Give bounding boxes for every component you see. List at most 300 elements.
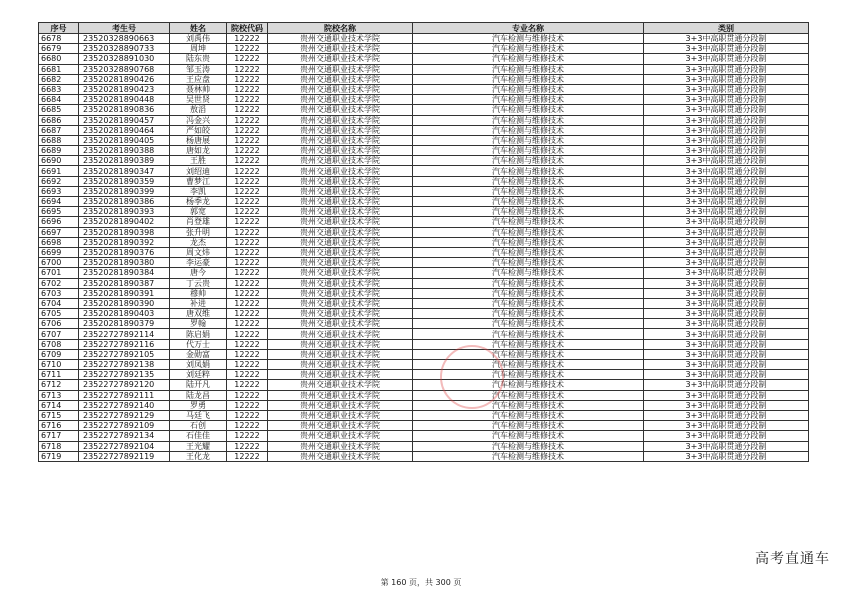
cell-seq: 6685 [39, 105, 79, 115]
cell-category: 3+3中高职贯通分段制 [644, 390, 809, 400]
cell-school-code: 12222 [227, 258, 268, 268]
cell-category: 3+3中高职贯通分段制 [644, 431, 809, 441]
cell-major: 汽车检测与维修技术 [413, 339, 644, 349]
cell-category: 3+3中高职贯通分段制 [644, 125, 809, 135]
cell-school-name: 贵州交通职业技术学院 [268, 451, 413, 461]
cell-school-name: 贵州交通职业技术学院 [268, 349, 413, 359]
cell-school-name: 贵州交通职业技术学院 [268, 268, 413, 278]
cell-name: 金勋富 [170, 349, 227, 359]
table-header [39, 23, 809, 34]
cell-exam-id: 23520281890398 [79, 227, 170, 237]
table-row [39, 298, 809, 308]
cell-name: 肖登雄 [170, 217, 227, 227]
cell-name: 陈启娟 [170, 329, 227, 339]
cell-category: 3+3中高职贯通分段制 [644, 329, 809, 339]
header-school-name: 院校名称 [268, 23, 413, 34]
cell-school-code: 12222 [227, 217, 268, 227]
cell-school-name: 贵州交通职业技术学院 [268, 421, 413, 431]
cell-name: 石创 [170, 421, 227, 431]
cell-major: 汽车检测与维修技术 [413, 258, 644, 268]
cell-category: 3+3中高职贯通分段制 [644, 34, 809, 44]
cell-seq: 6691 [39, 166, 79, 176]
seal-stamp [440, 345, 504, 409]
cell-school-code: 12222 [227, 84, 268, 94]
cell-school-name: 贵州交通职业技术学院 [268, 115, 413, 125]
cell-name: 补进 [170, 298, 227, 308]
header-row [39, 23, 809, 34]
cell-name: 周文炜 [170, 247, 227, 257]
cell-school-code: 12222 [227, 339, 268, 349]
cell-major: 汽车检测与维修技术 [413, 74, 644, 84]
cell-major: 汽车检测与维修技术 [413, 207, 644, 217]
cell-seq: 6713 [39, 390, 79, 400]
cell-major: 汽车检测与维修技术 [413, 227, 644, 237]
cell-major: 汽车检测与维修技术 [413, 288, 644, 298]
cell-school-code: 12222 [227, 278, 268, 288]
table-row [39, 339, 809, 349]
cell-category: 3+3中高职贯通分段制 [644, 370, 809, 380]
cell-school-name: 贵州交通职业技术学院 [268, 441, 413, 451]
table-row [39, 197, 809, 207]
cell-school-name: 贵州交通职业技术学院 [268, 64, 413, 74]
cell-category: 3+3中高职贯通分段制 [644, 339, 809, 349]
cell-category: 3+3中高职贯通分段制 [644, 74, 809, 84]
cell-exam-id: 23520281890393 [79, 207, 170, 217]
cell-school-code: 12222 [227, 34, 268, 44]
cell-school-code: 12222 [227, 268, 268, 278]
table-row [39, 217, 809, 227]
cell-category: 3+3中高职贯通分段制 [644, 360, 809, 370]
cell-category: 3+3中高职贯通分段制 [644, 410, 809, 420]
cell-school-code: 12222 [227, 95, 268, 105]
cell-major: 汽车检测与维修技术 [413, 400, 644, 410]
cell-name: 唐双维 [170, 309, 227, 319]
cell-major: 汽车检测与维修技术 [413, 370, 644, 380]
cell-name: 刘禹伟 [170, 34, 227, 44]
cell-seq: 6716 [39, 421, 79, 431]
cell-major: 汽车检测与维修技术 [413, 451, 644, 461]
table-row [39, 34, 809, 44]
cell-school-code: 12222 [227, 125, 268, 135]
cell-school-name: 贵州交通职业技术学院 [268, 319, 413, 329]
cell-school-name: 贵州交通职业技术学院 [268, 288, 413, 298]
table-row [39, 74, 809, 84]
cell-seq: 6697 [39, 227, 79, 237]
cell-exam-id: 23522727892104 [79, 441, 170, 451]
cell-category: 3+3中高职贯通分段制 [644, 298, 809, 308]
cell-seq: 6706 [39, 319, 79, 329]
cell-category: 3+3中高职贯通分段制 [644, 237, 809, 247]
cell-major: 汽车检测与维修技术 [413, 186, 644, 196]
cell-school-code: 12222 [227, 298, 268, 308]
header-seq: 序号 [39, 23, 79, 34]
cell-school-code: 12222 [227, 74, 268, 84]
cell-exam-id: 23522727892119 [79, 451, 170, 461]
cell-name: 马廷飞 [170, 410, 227, 420]
cell-school-code: 12222 [227, 197, 268, 207]
cell-category: 3+3中高职贯通分段制 [644, 84, 809, 94]
cell-seq: 6695 [39, 207, 79, 217]
table-row [39, 186, 809, 196]
cell-exam-id: 23520281890386 [79, 197, 170, 207]
cell-exam-id: 23520281890376 [79, 247, 170, 257]
cell-school-name: 贵州交通职业技术学院 [268, 166, 413, 176]
cell-school-name: 贵州交通职业技术学院 [268, 135, 413, 145]
cell-exam-id: 23520281890387 [79, 278, 170, 288]
cell-category: 3+3中高职贯通分段制 [644, 349, 809, 359]
table-row [39, 176, 809, 186]
cell-school-name: 贵州交通职业技术学院 [268, 237, 413, 247]
header-exam-id: 考生号 [79, 23, 170, 34]
cell-seq: 6715 [39, 410, 79, 420]
cell-school-name: 贵州交通职业技术学院 [268, 390, 413, 400]
header-name: 姓名 [170, 23, 227, 34]
cell-school-name: 贵州交通职业技术学院 [268, 360, 413, 370]
table-row [39, 268, 809, 278]
cell-seq: 6699 [39, 247, 79, 257]
cell-category: 3+3中高职贯通分段制 [644, 319, 809, 329]
cell-school-name: 贵州交通职业技术学院 [268, 258, 413, 268]
table-row [39, 410, 809, 420]
cell-exam-id: 23520281890380 [79, 258, 170, 268]
cell-category: 3+3中高职贯通分段制 [644, 217, 809, 227]
cell-major: 汽车检测与维修技术 [413, 309, 644, 319]
cell-exam-id: 23522727892120 [79, 380, 170, 390]
cell-major: 汽车检测与维修技术 [413, 441, 644, 451]
table-row [39, 309, 809, 319]
cell-school-code: 12222 [227, 390, 268, 400]
table-row [39, 278, 809, 288]
table-row [39, 95, 809, 105]
cell-school-name: 贵州交通职业技术学院 [268, 400, 413, 410]
cell-exam-id: 23522727892138 [79, 360, 170, 370]
cell-category: 3+3中高职贯通分段制 [644, 44, 809, 54]
cell-school-code: 12222 [227, 400, 268, 410]
cell-seq: 6684 [39, 95, 79, 105]
table-row [39, 146, 809, 156]
cell-category: 3+3中高职贯通分段制 [644, 227, 809, 237]
cell-major: 汽车检测与维修技术 [413, 237, 644, 247]
cell-seq: 6711 [39, 370, 79, 380]
cell-school-code: 12222 [227, 349, 268, 359]
cell-school-name: 贵州交通职业技术学院 [268, 298, 413, 308]
cell-school-name: 贵州交通职业技术学院 [268, 156, 413, 166]
cell-school-code: 12222 [227, 64, 268, 74]
cell-category: 3+3中高职贯通分段制 [644, 64, 809, 74]
cell-school-code: 12222 [227, 44, 268, 54]
table-row [39, 451, 809, 461]
cell-seq: 6708 [39, 339, 79, 349]
cell-exam-id: 23522727892114 [79, 329, 170, 339]
cell-major: 汽车检测与维修技术 [413, 125, 644, 135]
cell-name: 杨唐展 [170, 135, 227, 145]
cell-school-name: 贵州交通职业技术学院 [268, 207, 413, 217]
cell-school-code: 12222 [227, 370, 268, 380]
table-row [39, 319, 809, 329]
cell-seq: 6705 [39, 309, 79, 319]
cell-category: 3+3中高职贯通分段制 [644, 105, 809, 115]
cell-school-code: 12222 [227, 115, 268, 125]
cell-exam-id: 23522727892129 [79, 410, 170, 420]
cell-major: 汽车检测与维修技术 [413, 54, 644, 64]
cell-exam-id: 23522727892135 [79, 370, 170, 380]
cell-name: 聂林帅 [170, 84, 227, 94]
cell-name: 罗翰 [170, 319, 227, 329]
cell-category: 3+3中高职贯通分段制 [644, 115, 809, 125]
cell-school-name: 贵州交通职业技术学院 [268, 278, 413, 288]
table-row [39, 54, 809, 64]
cell-seq: 6682 [39, 74, 79, 84]
cell-name: 唐今 [170, 268, 227, 278]
cell-name: 陆开凡 [170, 380, 227, 390]
cell-seq: 6683 [39, 84, 79, 94]
cell-major: 汽车检测与维修技术 [413, 95, 644, 105]
cell-category: 3+3中高职贯通分段制 [644, 247, 809, 257]
cell-major: 汽车检测与维修技术 [413, 431, 644, 441]
table-row [39, 105, 809, 115]
page-footer: 第 160 页，共 300 页 [380, 578, 462, 587]
cell-seq: 6707 [39, 329, 79, 339]
cell-exam-id: 23520281890392 [79, 237, 170, 247]
cell-seq: 6709 [39, 349, 79, 359]
cell-seq: 6679 [39, 44, 79, 54]
cell-exam-id: 23520281890836 [79, 105, 170, 115]
cell-exam-id: 23520281890403 [79, 309, 170, 319]
cell-major: 汽车检测与维修技术 [413, 390, 644, 400]
cell-school-name: 贵州交通职业技术学院 [268, 44, 413, 54]
cell-name: 代万士 [170, 339, 227, 349]
cell-exam-id: 23522727892105 [79, 349, 170, 359]
cell-exam-id: 23520328890663 [79, 34, 170, 44]
cell-exam-id: 23520328891030 [79, 54, 170, 64]
cell-category: 3+3中高职贯通分段制 [644, 421, 809, 431]
cell-exam-id: 23522727892140 [79, 400, 170, 410]
table-row [39, 135, 809, 145]
cell-seq: 6704 [39, 298, 79, 308]
cell-seq: 6689 [39, 146, 79, 156]
cell-seq: 6688 [39, 135, 79, 145]
cell-school-code: 12222 [227, 360, 268, 370]
header-category: 类别 [644, 23, 809, 34]
cell-name: 王应盘 [170, 74, 227, 84]
cell-major: 汽车检测与维修技术 [413, 247, 644, 257]
table-row [39, 441, 809, 451]
cell-school-code: 12222 [227, 380, 268, 390]
table-row [39, 349, 809, 359]
cell-school-code: 12222 [227, 227, 268, 237]
cell-school-name: 贵州交通职业技术学院 [268, 380, 413, 390]
cell-major: 汽车检测与维修技术 [413, 105, 644, 115]
cell-name: 刘凤娟 [170, 360, 227, 370]
cell-school-code: 12222 [227, 105, 268, 115]
cell-school-name: 贵州交通职业技术学院 [268, 370, 413, 380]
cell-category: 3+3中高职贯通分段制 [644, 207, 809, 217]
cell-seq: 6687 [39, 125, 79, 135]
cell-school-name: 贵州交通职业技术学院 [268, 431, 413, 441]
cell-category: 3+3中高职贯通分段制 [644, 95, 809, 105]
cell-category: 3+3中高职贯通分段制 [644, 156, 809, 166]
cell-name: 张升明 [170, 227, 227, 237]
cell-exam-id: 23520281890390 [79, 298, 170, 308]
cell-exam-id: 23520281890405 [79, 135, 170, 145]
admission-table [38, 22, 809, 462]
cell-name: 刘绍迪 [170, 166, 227, 176]
cell-exam-id: 23520281890379 [79, 319, 170, 329]
cell-major: 汽车检测与维修技术 [413, 34, 644, 44]
cell-name: 李运豪 [170, 258, 227, 268]
cell-name: 唐如龙 [170, 146, 227, 156]
cell-major: 汽车检测与维修技术 [413, 146, 644, 156]
cell-name: 严如皎 [170, 125, 227, 135]
cell-exam-id: 23520328890768 [79, 64, 170, 74]
cell-exam-id: 23520281890399 [79, 186, 170, 196]
cell-school-code: 12222 [227, 329, 268, 339]
cell-major: 汽车检测与维修技术 [413, 380, 644, 390]
cell-school-name: 贵州交通职业技术学院 [268, 217, 413, 227]
cell-seq: 6696 [39, 217, 79, 227]
cell-seq: 6701 [39, 268, 79, 278]
cell-school-name: 贵州交通职业技术学院 [268, 197, 413, 207]
table-row [39, 166, 809, 176]
cell-major: 汽车检测与维修技术 [413, 166, 644, 176]
cell-seq: 6719 [39, 451, 79, 461]
cell-name: 丁云贵 [170, 278, 227, 288]
cell-seq: 6690 [39, 156, 79, 166]
cell-category: 3+3中高职贯通分段制 [644, 258, 809, 268]
cell-category: 3+3中高职贯通分段制 [644, 146, 809, 156]
cell-name: 敖滔 [170, 105, 227, 115]
cell-name: 刘廷粹 [170, 370, 227, 380]
table-row [39, 258, 809, 268]
cell-name: 曹梦江 [170, 176, 227, 186]
cell-major: 汽车检测与维修技术 [413, 319, 644, 329]
table-row [39, 156, 809, 166]
cell-school-name: 贵州交通职业技术学院 [268, 227, 413, 237]
cell-name: 邹玉涛 [170, 64, 227, 74]
cell-name: 郭宽 [170, 207, 227, 217]
cell-seq: 6700 [39, 258, 79, 268]
cell-exam-id: 23522727892116 [79, 339, 170, 349]
table-row [39, 207, 809, 217]
cell-seq: 6693 [39, 186, 79, 196]
cell-name: 王光耀 [170, 441, 227, 451]
cell-school-code: 12222 [227, 237, 268, 247]
cell-school-code: 12222 [227, 156, 268, 166]
table-body [39, 34, 809, 462]
cell-category: 3+3中高职贯通分段制 [644, 288, 809, 298]
cell-major: 汽车检测与维修技术 [413, 268, 644, 278]
cell-school-code: 12222 [227, 309, 268, 319]
cell-exam-id: 23520281890448 [79, 95, 170, 105]
cell-school-name: 贵州交通职业技术学院 [268, 34, 413, 44]
cell-major: 汽车检测与维修技术 [413, 410, 644, 420]
cell-school-code: 12222 [227, 451, 268, 461]
cell-school-name: 贵州交通职业技术学院 [268, 247, 413, 257]
cell-category: 3+3中高职贯通分段制 [644, 451, 809, 461]
cell-major: 汽车检测与维修技术 [413, 349, 644, 359]
cell-seq: 6692 [39, 176, 79, 186]
cell-school-code: 12222 [227, 410, 268, 420]
cell-major: 汽车检测与维修技术 [413, 156, 644, 166]
cell-exam-id: 23520281890359 [79, 176, 170, 186]
cell-school-name: 贵州交通职业技术学院 [268, 309, 413, 319]
cell-major: 汽车检测与维修技术 [413, 360, 644, 370]
cell-major: 汽车检测与维修技术 [413, 64, 644, 74]
cell-category: 3+3中高职贯通分段制 [644, 186, 809, 196]
cell-exam-id: 23520328890733 [79, 44, 170, 54]
cell-school-code: 12222 [227, 421, 268, 431]
cell-major: 汽车检测与维修技术 [413, 115, 644, 125]
cell-school-code: 12222 [227, 207, 268, 217]
table-row [39, 360, 809, 370]
table-row [39, 237, 809, 247]
cell-seq: 6703 [39, 288, 79, 298]
cell-seq: 6680 [39, 54, 79, 64]
cell-exam-id: 23520281890388 [79, 146, 170, 156]
cell-category: 3+3中高职贯通分段制 [644, 166, 809, 176]
cell-name: 穆帅 [170, 288, 227, 298]
cell-major: 汽车检测与维修技术 [413, 421, 644, 431]
cell-name: 王胜 [170, 156, 227, 166]
table-row [39, 44, 809, 54]
cell-school-code: 12222 [227, 441, 268, 451]
cell-exam-id: 23520281890347 [79, 166, 170, 176]
cell-seq: 6694 [39, 197, 79, 207]
cell-category: 3+3中高职贯通分段制 [644, 380, 809, 390]
cell-school-code: 12222 [227, 186, 268, 196]
cell-exam-id: 23520281890423 [79, 84, 170, 94]
cell-category: 3+3中高职贯通分段制 [644, 176, 809, 186]
table-row [39, 125, 809, 135]
cell-name: 冯金兴 [170, 115, 227, 125]
cell-school-name: 贵州交通职业技术学院 [268, 54, 413, 64]
cell-school-code: 12222 [227, 319, 268, 329]
cell-exam-id: 23520281890389 [79, 156, 170, 166]
cell-school-name: 贵州交通职业技术学院 [268, 329, 413, 339]
cell-seq: 6712 [39, 380, 79, 390]
table-row [39, 421, 809, 431]
table-row [39, 400, 809, 410]
cell-school-name: 贵州交通职业技术学院 [268, 95, 413, 105]
table-row [39, 329, 809, 339]
cell-major: 汽车检测与维修技术 [413, 84, 644, 94]
cell-major: 汽车检测与维修技术 [413, 278, 644, 288]
cell-school-name: 贵州交通职业技术学院 [268, 146, 413, 156]
cell-seq: 6714 [39, 400, 79, 410]
table-row [39, 247, 809, 257]
cell-category: 3+3中高职贯通分段制 [644, 135, 809, 145]
cell-school-name: 贵州交通职业技术学院 [268, 339, 413, 349]
cell-exam-id: 23520281890464 [79, 125, 170, 135]
cell-school-code: 12222 [227, 288, 268, 298]
cell-school-name: 贵州交通职业技术学院 [268, 176, 413, 186]
cell-exam-id: 23522727892109 [79, 421, 170, 431]
cell-exam-id: 23520281890457 [79, 115, 170, 125]
cell-exam-id: 23522727892111 [79, 390, 170, 400]
table-row [39, 227, 809, 237]
cell-category: 3+3中高职贯通分段制 [644, 268, 809, 278]
cell-name: 李凯 [170, 186, 227, 196]
cell-school-code: 12222 [227, 247, 268, 257]
cell-seq: 6686 [39, 115, 79, 125]
cell-school-name: 贵州交通职业技术学院 [268, 410, 413, 420]
cell-seq: 6678 [39, 34, 79, 44]
cell-seq: 6717 [39, 431, 79, 441]
cell-school-code: 12222 [227, 431, 268, 441]
header-major: 专业名称 [413, 23, 644, 34]
cell-major: 汽车检测与维修技术 [413, 135, 644, 145]
table-row [39, 380, 809, 390]
